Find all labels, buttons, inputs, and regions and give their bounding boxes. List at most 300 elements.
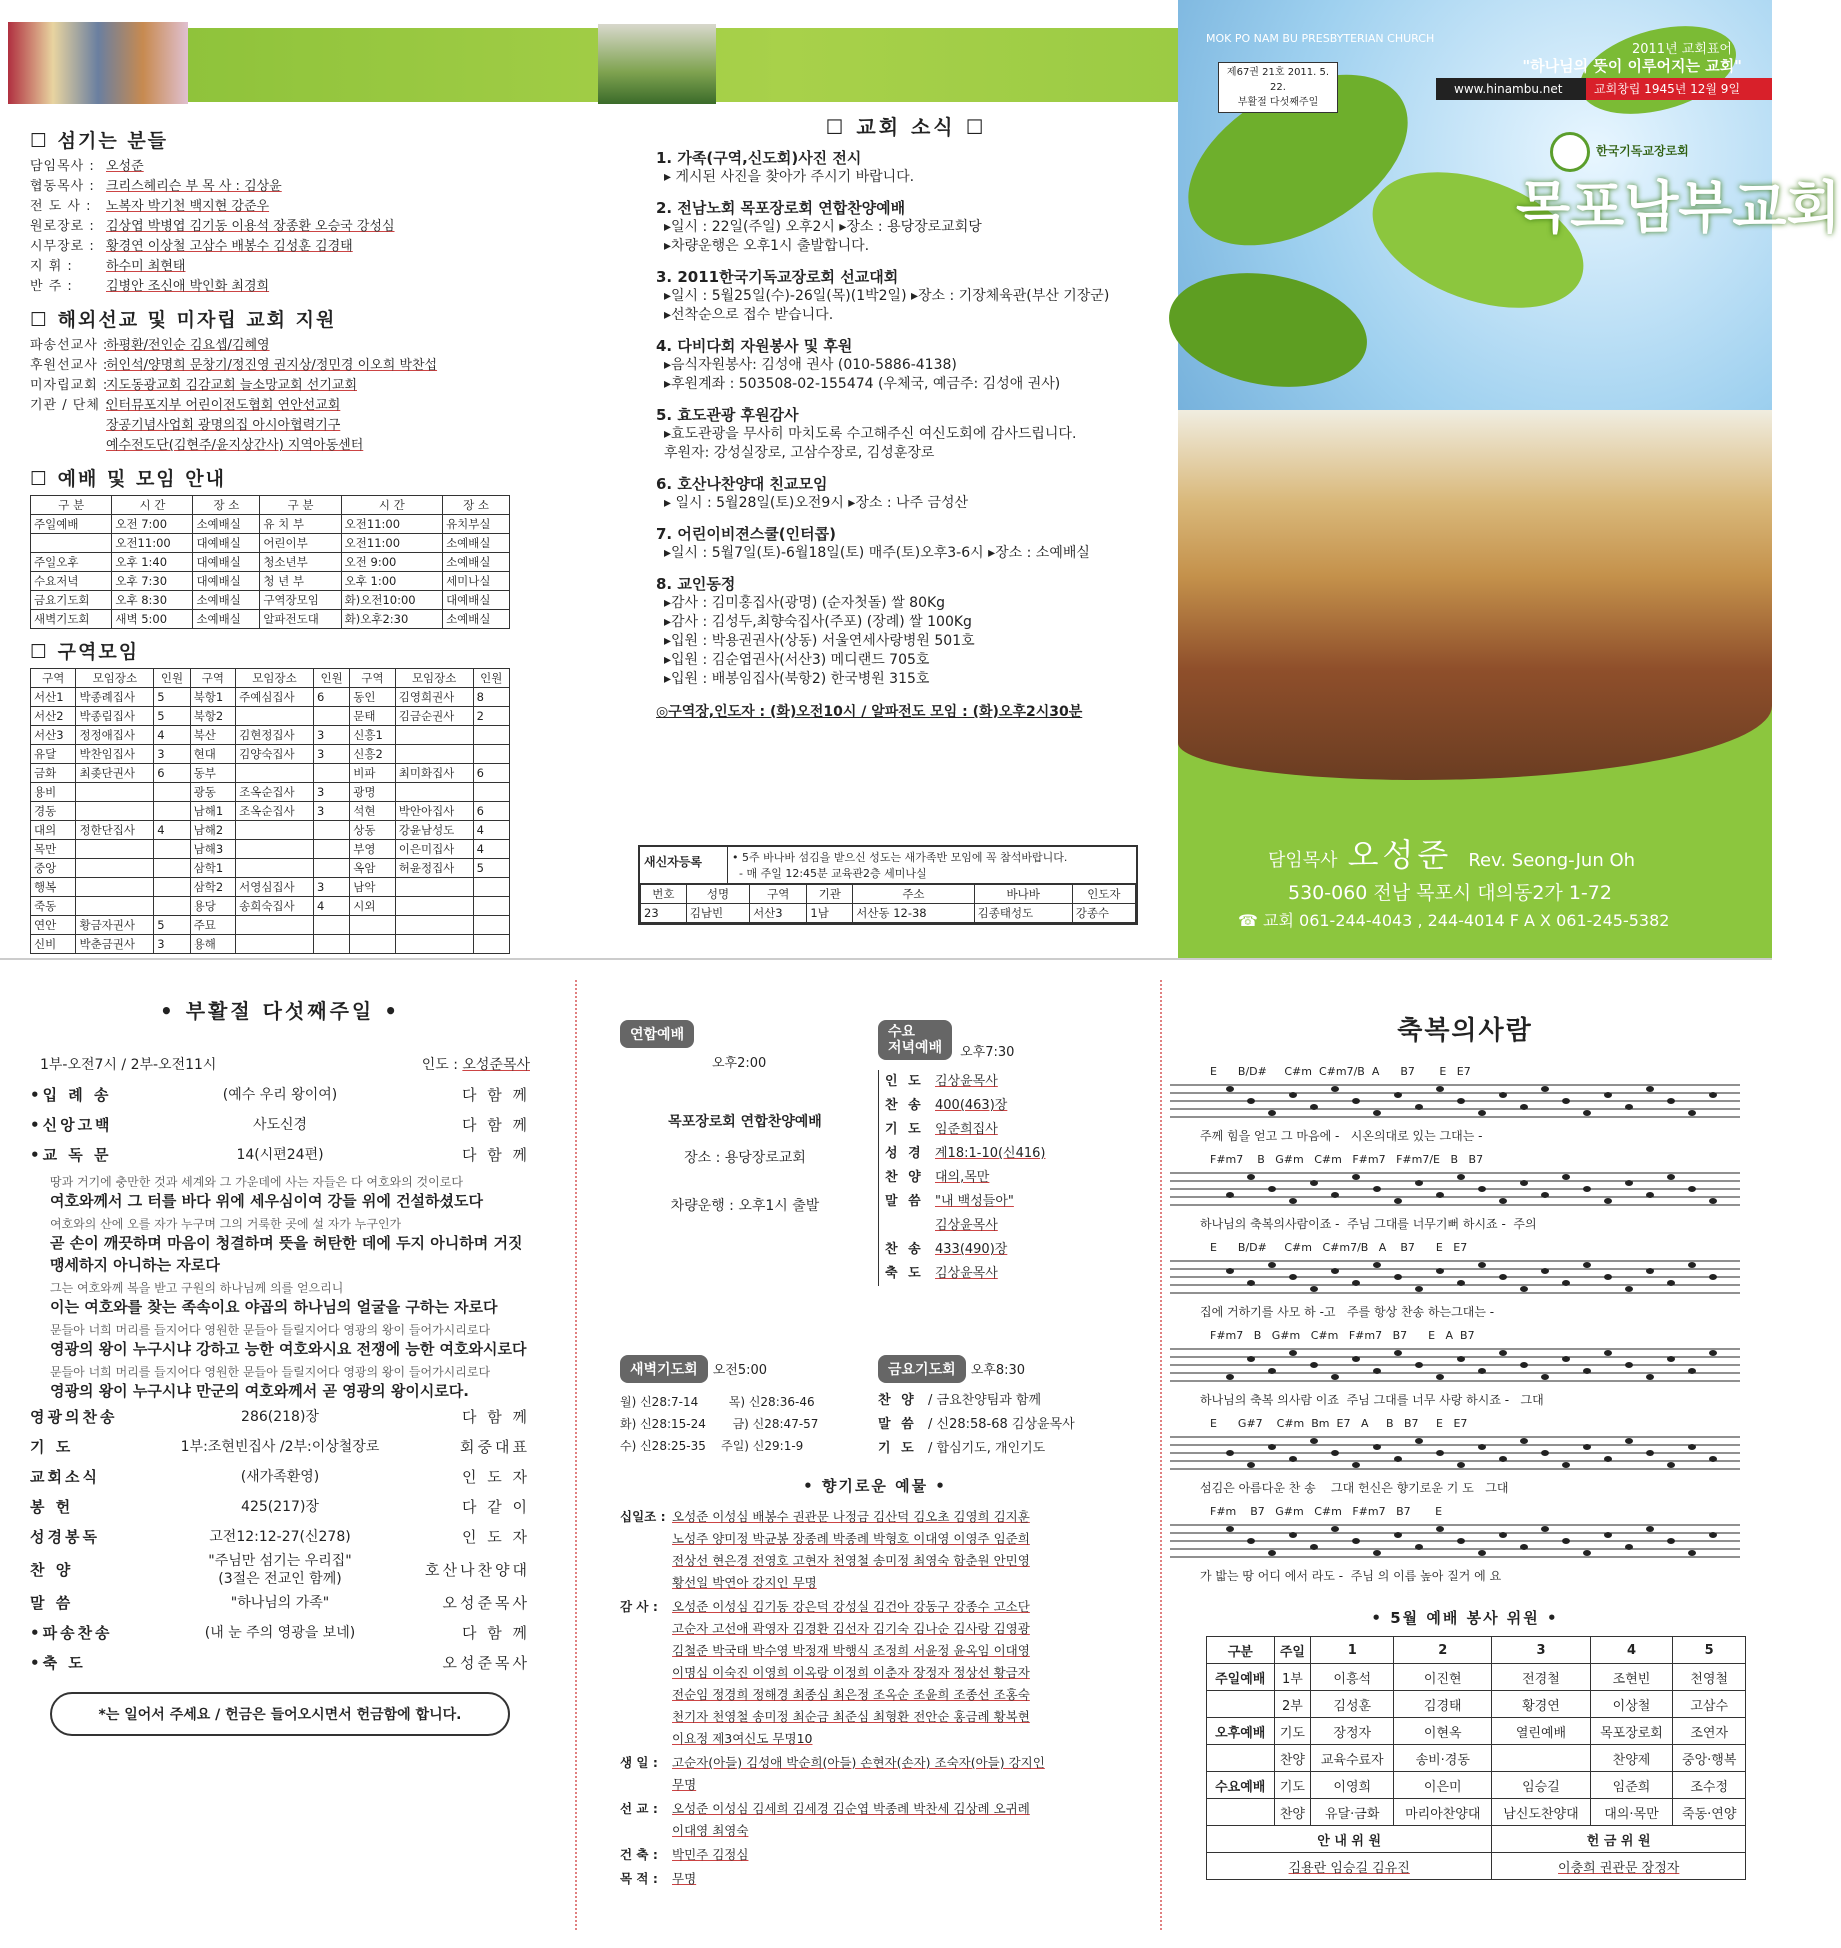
district-cell [236,859,314,878]
note [1289,1456,1297,1462]
worship-cell: 새벽기도회 [31,610,112,629]
newcomer-box [638,845,1138,925]
districts-title: ☐ 구역모임 [30,641,140,663]
note [1415,1544,1423,1550]
top-left-panel [8,0,1178,960]
staff-cell [1207,1745,1275,1772]
order-item-label: 기 도 [30,1438,74,1456]
district-cell: 정한단집사 [76,821,154,840]
district-cell [236,821,314,840]
order-item [30,1588,530,1618]
staff-cell: 조연자 [1673,1718,1746,1745]
staff-cell: 대의·목만 [1590,1799,1673,1826]
district-cell [473,878,509,897]
note [1331,1086,1339,1092]
district-header-cell: 구역 [31,669,76,688]
district-row [31,783,510,802]
staff-cell: 장정자 [1311,1718,1394,1745]
worship-cell [31,534,112,553]
lyrics-line: 하나님의 축복 의사람 이죠 주님 그대를 너무 사랑 하시죠 - 그대 [1200,1393,1544,1407]
district-cell: 5 [154,688,190,707]
news-item-title: 7. 어린이비젼스쿨(인터콥) [656,525,836,543]
district-cell: 북항2 [190,707,235,726]
district-cell: 박춘금권사 [76,935,154,954]
district-cell: 삼학1 [190,859,235,878]
note [1373,1368,1381,1374]
district-cell: 3 [313,726,349,745]
worship-cell: 금요기도회 [31,591,112,610]
union-time: 오후2:00 [712,1056,767,1071]
staff-cell: 황경연 [1492,1691,1590,1718]
district-cell: 3 [313,878,349,897]
district-row [31,707,510,726]
district-cell: 죽동 [31,897,76,916]
photo-children [598,24,716,104]
fri-row-label: 기 도 [878,1441,917,1456]
chord-line: F#m B7 G#m C#m F#m7 B7 E [1210,1505,1443,1518]
note [1667,1280,1675,1286]
district-row [31,688,510,707]
offering-names: 박민주 김정심 [672,1847,749,1862]
union-car: 차량운행 : 오후1시 출발 [670,1198,820,1214]
note [1667,1356,1675,1362]
news-footer: ◎구역장,인도자 : (화)오전10시 / 알파전도 모임 : (화)오후2시30분 [656,704,1083,720]
district-row [31,897,510,916]
staff-cell: 김경태 [1394,1691,1492,1718]
news-item [656,337,1156,394]
order-item-label: 영광의찬송 [30,1408,118,1426]
note [1289,1532,1297,1538]
wed-badge: 수요 저녁예배 [878,1020,952,1060]
district-cell: 3 [313,745,349,764]
wed-row-label: 인 도 [885,1074,924,1089]
order-item-person: 다 함 께 [461,1624,530,1642]
wed-row [885,1094,1128,1118]
chord-line: E B/D# C#m C#m7/B A B7 E E7 [1210,1241,1468,1254]
order-item-person: 오성준목사 [442,1654,530,1672]
district-cell: 6 [313,688,349,707]
news-item [656,475,1156,513]
district-cell: 박종림집사 [76,707,154,726]
district-cell: 행복 [31,878,76,897]
chord-line: E G#7 C#m Bm E7 A B B7 E E7 [1210,1417,1468,1430]
newcomer-cell: 김남빈 [686,904,749,923]
staff-cell: 송비·경동 [1394,1745,1492,1772]
staff-cell: 이진현 [1394,1664,1492,1691]
staff-cell: 임승길 [1492,1772,1590,1799]
wed-row-label: 축 도 [885,1266,924,1281]
wed-row-value: 김상윤목사 [935,1266,998,1281]
denomination: 한국기독교장로회 [1596,144,1689,158]
church-url[interactable]: www.hinambu.net [1454,82,1563,96]
note [1394,1350,1402,1356]
note [1373,1110,1381,1116]
wed-row [885,1238,1128,1262]
music-line [1170,1329,1760,1417]
order-item [30,1648,530,1678]
note [1394,1092,1402,1098]
staff-cell: 마리아찬양대 [1394,1799,1492,1826]
issue-line2: 부활절 다섯째주일 [1237,97,1319,108]
staff-header-cell: 주일 [1274,1637,1311,1664]
note [1583,1550,1591,1556]
district-cell: 김영희권사 [395,688,473,707]
staff-lines [1170,1431,1740,1475]
district-cell [236,764,314,783]
note [1499,1456,1507,1462]
note [1667,1174,1675,1180]
note [1436,1086,1444,1092]
note [1394,1198,1402,1204]
order-item [30,1462,530,1492]
mission-value: 허인석/양명희 문창기/정진영 권지상/정민경 이오희 박찬섭 [106,358,438,373]
order-item [30,1080,530,1110]
responsive-reading [30,1174,530,1402]
district-cell [313,821,349,840]
staff-cell: 죽동·연양 [1673,1799,1746,1826]
order-item-content: 1부:조현빈집사 /2부:이상철장로 [180,1439,380,1455]
server-key: 시무장로 : [30,239,95,254]
church-address: 530-060 전남 목포시 대의동2가 1-72 [1288,882,1612,904]
worship-cell: 화)오전10:00 [341,591,442,610]
dawn-row: 수) 신28:25-35 주일) 신29:1-9 [620,1439,804,1453]
mission-row [30,396,550,416]
wed-time: 오후7:30 [960,1045,1015,1060]
district-header-cell: 인원 [473,669,509,688]
news-item-title: 2. 전남노회 목포장로회 연합찬양예배 [656,199,906,217]
note [1646,1192,1654,1198]
district-cell: 광동 [190,783,235,802]
offering-row [620,1596,1130,1750]
pastor-en: Rev. Seong-Jun Oh [1468,850,1636,871]
note [1352,1538,1360,1544]
note [1478,1550,1486,1556]
order-item [30,1522,530,1552]
staff-cell: 천영철 [1673,1664,1746,1691]
district-cell [76,802,154,821]
offer-names: 이충희 권관문 장정자 [1492,1853,1746,1880]
district-cell: 6 [154,764,190,783]
district-cell: 8 [473,688,509,707]
district-cell: 부영 [350,840,395,859]
wed-row-label: 성 경 [885,1146,924,1161]
district-header-cell: 구역 [350,669,395,688]
district-cell: 5 [154,707,190,726]
worship-cell: 대예배실 [193,534,260,553]
district-cell: 신흥2 [350,745,395,764]
note [1478,1444,1486,1450]
newcomer-header-cell: 구역 [750,885,807,904]
issue-line1: 제67권 21호 2011. 5. 22. [1226,67,1330,93]
note [1604,1532,1612,1538]
guide-names: 김용란 임승길 김유진 [1207,1853,1492,1880]
staff-names-row [1207,1853,1746,1880]
district-cell: 금화 [31,764,76,783]
district-cell: 박종례집사 [76,688,154,707]
staff-cell: 목포장로회 [1590,1718,1673,1745]
fri-row [878,1437,1128,1461]
worship-cell: 청소년부 [260,553,341,572]
note [1436,1526,1444,1532]
order-item-content: (새가족환영) [240,1469,320,1485]
newcomer-table [640,884,1136,923]
staff-header-cell: 구분 [1207,1637,1275,1664]
note [1373,1262,1381,1268]
note [1562,1174,1570,1180]
mission-row [30,376,550,396]
staff-cell: 기도 [1274,1772,1311,1799]
worship-row [31,572,510,591]
mission-row [30,336,550,356]
district-cell: 강윤남성도 [395,821,473,840]
note [1268,1186,1276,1192]
newcomer-cell: 23 [641,904,687,923]
newcomer-cell: 1남 [807,904,853,923]
district-cell [154,878,190,897]
note [1646,1526,1654,1532]
fri-row-value: / 금요찬양팀과 함께 [928,1393,1042,1408]
order-item-person: 다 함 께 [461,1116,530,1134]
note [1331,1374,1339,1380]
offering-list [620,1506,1130,1890]
worship-row [31,591,510,610]
district-row [31,726,510,745]
lyrics-line: 섬김은 아름다운 찬 송 그대 헌신은 향기로운 기 도 그대 [1200,1481,1509,1495]
server-row [30,257,550,277]
guide-label: 안 내 위 원 [1207,1826,1492,1853]
order-item-label: •축 도 [30,1654,86,1672]
church-logo-icon [1550,132,1590,172]
district-cell: 5 [473,859,509,878]
note [1583,1368,1591,1374]
fri-row-label: 말 씀 [878,1417,917,1432]
worship-header-cell: 장 소 [193,496,260,515]
worship-cell: 대예배실 [193,572,260,591]
news-item-detail: ▸일시 : 5월7일(토)-6월18일(토) 매주(토)오후3-6시 ▸장소 : 소예배실 [664,545,1090,561]
staff-row [1207,1799,1746,1826]
server-value: 노복자 박기천 백지현 강준우 [106,199,270,214]
issue-box [1218,62,1338,113]
note [1289,1274,1297,1280]
order-item-label: 봉 헌 [30,1498,74,1516]
note [1541,1450,1549,1456]
note [1394,1532,1402,1538]
order-item-label: •신앙고백 [30,1116,113,1134]
server-key: 담임목사 : [30,159,95,174]
note [1625,1286,1633,1292]
district-cell [76,859,154,878]
note [1247,1098,1255,1104]
fri-row-value: / 합심기도, 개인기도 [928,1441,1046,1456]
district-cell: 김현정집사 [236,726,314,745]
staff-header-cell: 4 [1590,1637,1673,1664]
worship-row [31,515,510,534]
district-cell: 유달 [31,745,76,764]
staff-lines [1170,1079,1740,1123]
staff-cell: 이상철 [1590,1691,1673,1718]
district-row [31,802,510,821]
district-cell [395,935,473,954]
news-item-detail: ▸입원 : 배봉임집사(북항2) 한국병원 315호 [664,671,930,687]
district-cell: 현대 [190,745,235,764]
song-title: 축복의사람 [1397,1016,1533,1046]
founded-date: 교회창립 1945년 12월 9일 [1586,78,1772,100]
reading-congregation-line: 곧 손이 깨끗하며 마음이 청결하며 뜻을 허탄한 데에 두지 아니하며 거짓 맹세하지 아니하는 자로다 [50,1234,523,1274]
page-divider [0,958,1772,960]
fri-row [878,1389,1128,1413]
staff-cell: 이흥석 [1311,1664,1394,1691]
order-item-content: 사도신경 [252,1117,308,1133]
staff-header-cell: 5 [1673,1637,1746,1664]
staff-cell: 오후예배 [1207,1718,1275,1745]
note [1268,1444,1276,1450]
note [1562,1538,1570,1544]
service-times: 1부-오전7시 / 2부-오전11시 [40,1057,217,1073]
staff-cell [1207,1691,1275,1718]
district-cell: 연안 [31,916,76,935]
wed-row-value: 김상윤목사 [935,1218,998,1233]
news-item-detail: ▸음식자원봉사: 김성애 권사 (010-5886-4138) [664,357,957,373]
district-cell: 북항1 [190,688,235,707]
district-cell: 비파 [350,764,395,783]
news-item-title: 6. 호산나찬양대 친교모임 [656,475,828,493]
district-cell: 북산 [190,726,235,745]
newcomer-cell: 서산동 12-38 [853,904,974,923]
district-cell: 석현 [350,802,395,821]
sheet-music [1170,1065,1760,1593]
order-item-content: 425(217)장 [241,1499,319,1515]
news-list [656,149,1156,689]
district-header-cell: 모임장소 [76,669,154,688]
church-phone: ☎ 교회 061-244-4043 , 244-4014 F A X 061-245-5382 [1238,911,1670,930]
note [1604,1456,1612,1462]
district-cell: 삼학2 [190,878,235,897]
district-cell: 목만 [31,840,76,859]
district-cell: 신비 [31,935,76,954]
lyrics-line: 집에 거하기를 사모 하 -고 주를 항상 찬송 하는그대는 - [1200,1305,1495,1319]
district-cell: 상동 [350,821,395,840]
wed-row-value: 김상윤목사 [935,1074,998,1089]
worship-cell: 오전11:00 [341,534,442,553]
offering-row [620,1506,1130,1594]
note [1646,1450,1654,1456]
district-header-row [31,669,510,688]
note [1604,1274,1612,1280]
leader-label: 인도 : [421,1057,458,1073]
staff-cell: 1부 [1274,1664,1311,1691]
district-cell: 정정애집사 [76,726,154,745]
note [1604,1350,1612,1356]
newcomer-header-cell: 인도자 [1072,885,1135,904]
district-cell [313,764,349,783]
note [1310,1438,1318,1444]
news-item [656,149,1156,187]
district-cell [473,916,509,935]
note [1457,1538,1465,1544]
district-cell [313,916,349,935]
note [1268,1550,1276,1556]
district-cell [313,859,349,878]
staff-row [1207,1718,1746,1745]
news-item-detail: ▸선착순으로 접수 받습니다. [664,307,834,323]
order-item-person: 회중대표 [460,1438,530,1456]
mission-value: 지도동광교회 김감교회 늘소망교회 선기교회 [106,378,357,393]
lyrics-line: 주께 힘을 얻고 그 마음에 - 시온의대로 있는 그대는 - [1200,1129,1483,1143]
worship-header-cell: 구 분 [260,496,341,515]
fri-row-label: 찬 양 [878,1393,917,1408]
note [1625,1438,1633,1444]
district-cell: 6 [473,802,509,821]
note [1226,1374,1234,1380]
staff-lines [1170,1167,1740,1211]
staff-label-row [1207,1826,1746,1853]
district-cell: 김금순권사 [395,707,473,726]
mission-value: 하평환/전인순 김요셉/김혜영 [106,338,270,353]
wed-row-value: 400(463)장 [935,1098,1008,1113]
offering-names: 오성준 이성심 김기동 강은덕 강성실 김건아 강동구 강종수 고소단 고순자 고선애 곽영자 김경환 김선자 김기숙 김나순 김사랑 김영광 김철준 박국태 박수영 박정재 박행식 조정희 서윤정 윤옥임 이대영 이명심 이숙진 이영희 이옥랑 이정희 이춘자 장정자 정상선 황금자 전순임 정경희 정해경 최종심 최은정 조옥순 조윤희 조종선 조홍숙 천기자 천영철 송미정 최순금 최준심 최형환 전안순 홍금례 황복현 이요정 제3여신도 무명10 [672,1599,1030,1746]
worship-header-cell: 장 소 [443,496,510,515]
mission-key: 파송선교사 : [30,338,109,353]
offering-type: 선 교 : [620,1801,658,1816]
note [1436,1374,1444,1380]
staff-cell [1492,1745,1590,1772]
district-cell [395,878,473,897]
order-item-content: "주님만 섬기는 우리집" (3절은 전교인 함께) [208,1553,352,1587]
order-title: • 부활절 다섯째주일 • [159,999,400,1023]
district-cell: 용비 [31,783,76,802]
newcomer-row [641,904,1136,923]
note [1457,1280,1465,1286]
server-row [30,217,550,237]
note [1331,1526,1339,1532]
district-cell [350,935,395,954]
mission-value: 인터뮤포지부 어린이전도협회 연안선교회 [106,398,341,413]
staff-cell [1207,1799,1275,1826]
staff-cell: 주일예배 [1207,1664,1275,1691]
note [1583,1262,1591,1268]
chord-line: F#m7 B G#m C#m F#m7 B7 E A B7 [1210,1329,1475,1342]
worship-cell: 소예배실 [193,515,260,534]
order-item-person: 인 도 자 [461,1528,530,1546]
note [1520,1438,1528,1444]
worship-cell: 화)오후2:30 [341,610,442,629]
district-header-cell: 인원 [313,669,349,688]
district-cell: 남해3 [190,840,235,859]
wed-row-value: 433(490)장 [935,1242,1008,1257]
order-item-label: 찬 양 [30,1561,74,1579]
note [1667,1098,1675,1104]
reading-congregation-line: 여호와께서 그 터를 바다 위에 세우심이여 강들 위에 건설하셨도다 [50,1192,484,1210]
staff-title: • 5월 예배 봉사 위원 • [1371,1609,1559,1627]
news-item [656,575,1156,689]
worship-header-cell: 시 간 [341,496,442,515]
offering-names: 무명 [672,1871,697,1886]
chord-line: E B/D# C#m C#m7/B A B7 E E7 [1210,1065,1471,1078]
worship-cell: 주일예배 [31,515,112,534]
staff-cell: 전경철 [1492,1664,1590,1691]
server-row [30,157,550,177]
news-item-detail: ▸감사 : 김미홍집사(광명) (순자첫돌) 쌀 80Kg [664,595,946,611]
newcomer-header-cell: 번호 [641,885,687,904]
order-item-person: 다 같 이 [461,1498,530,1516]
server-value: 오성준 [106,159,144,174]
note [1415,1180,1423,1186]
news-item [656,268,1156,325]
district-cell [473,726,509,745]
sanctuary-photo [1178,410,1772,780]
worship-cell: 오후 7:30 [112,572,193,591]
worship-cell: 대예배실 [443,591,510,610]
